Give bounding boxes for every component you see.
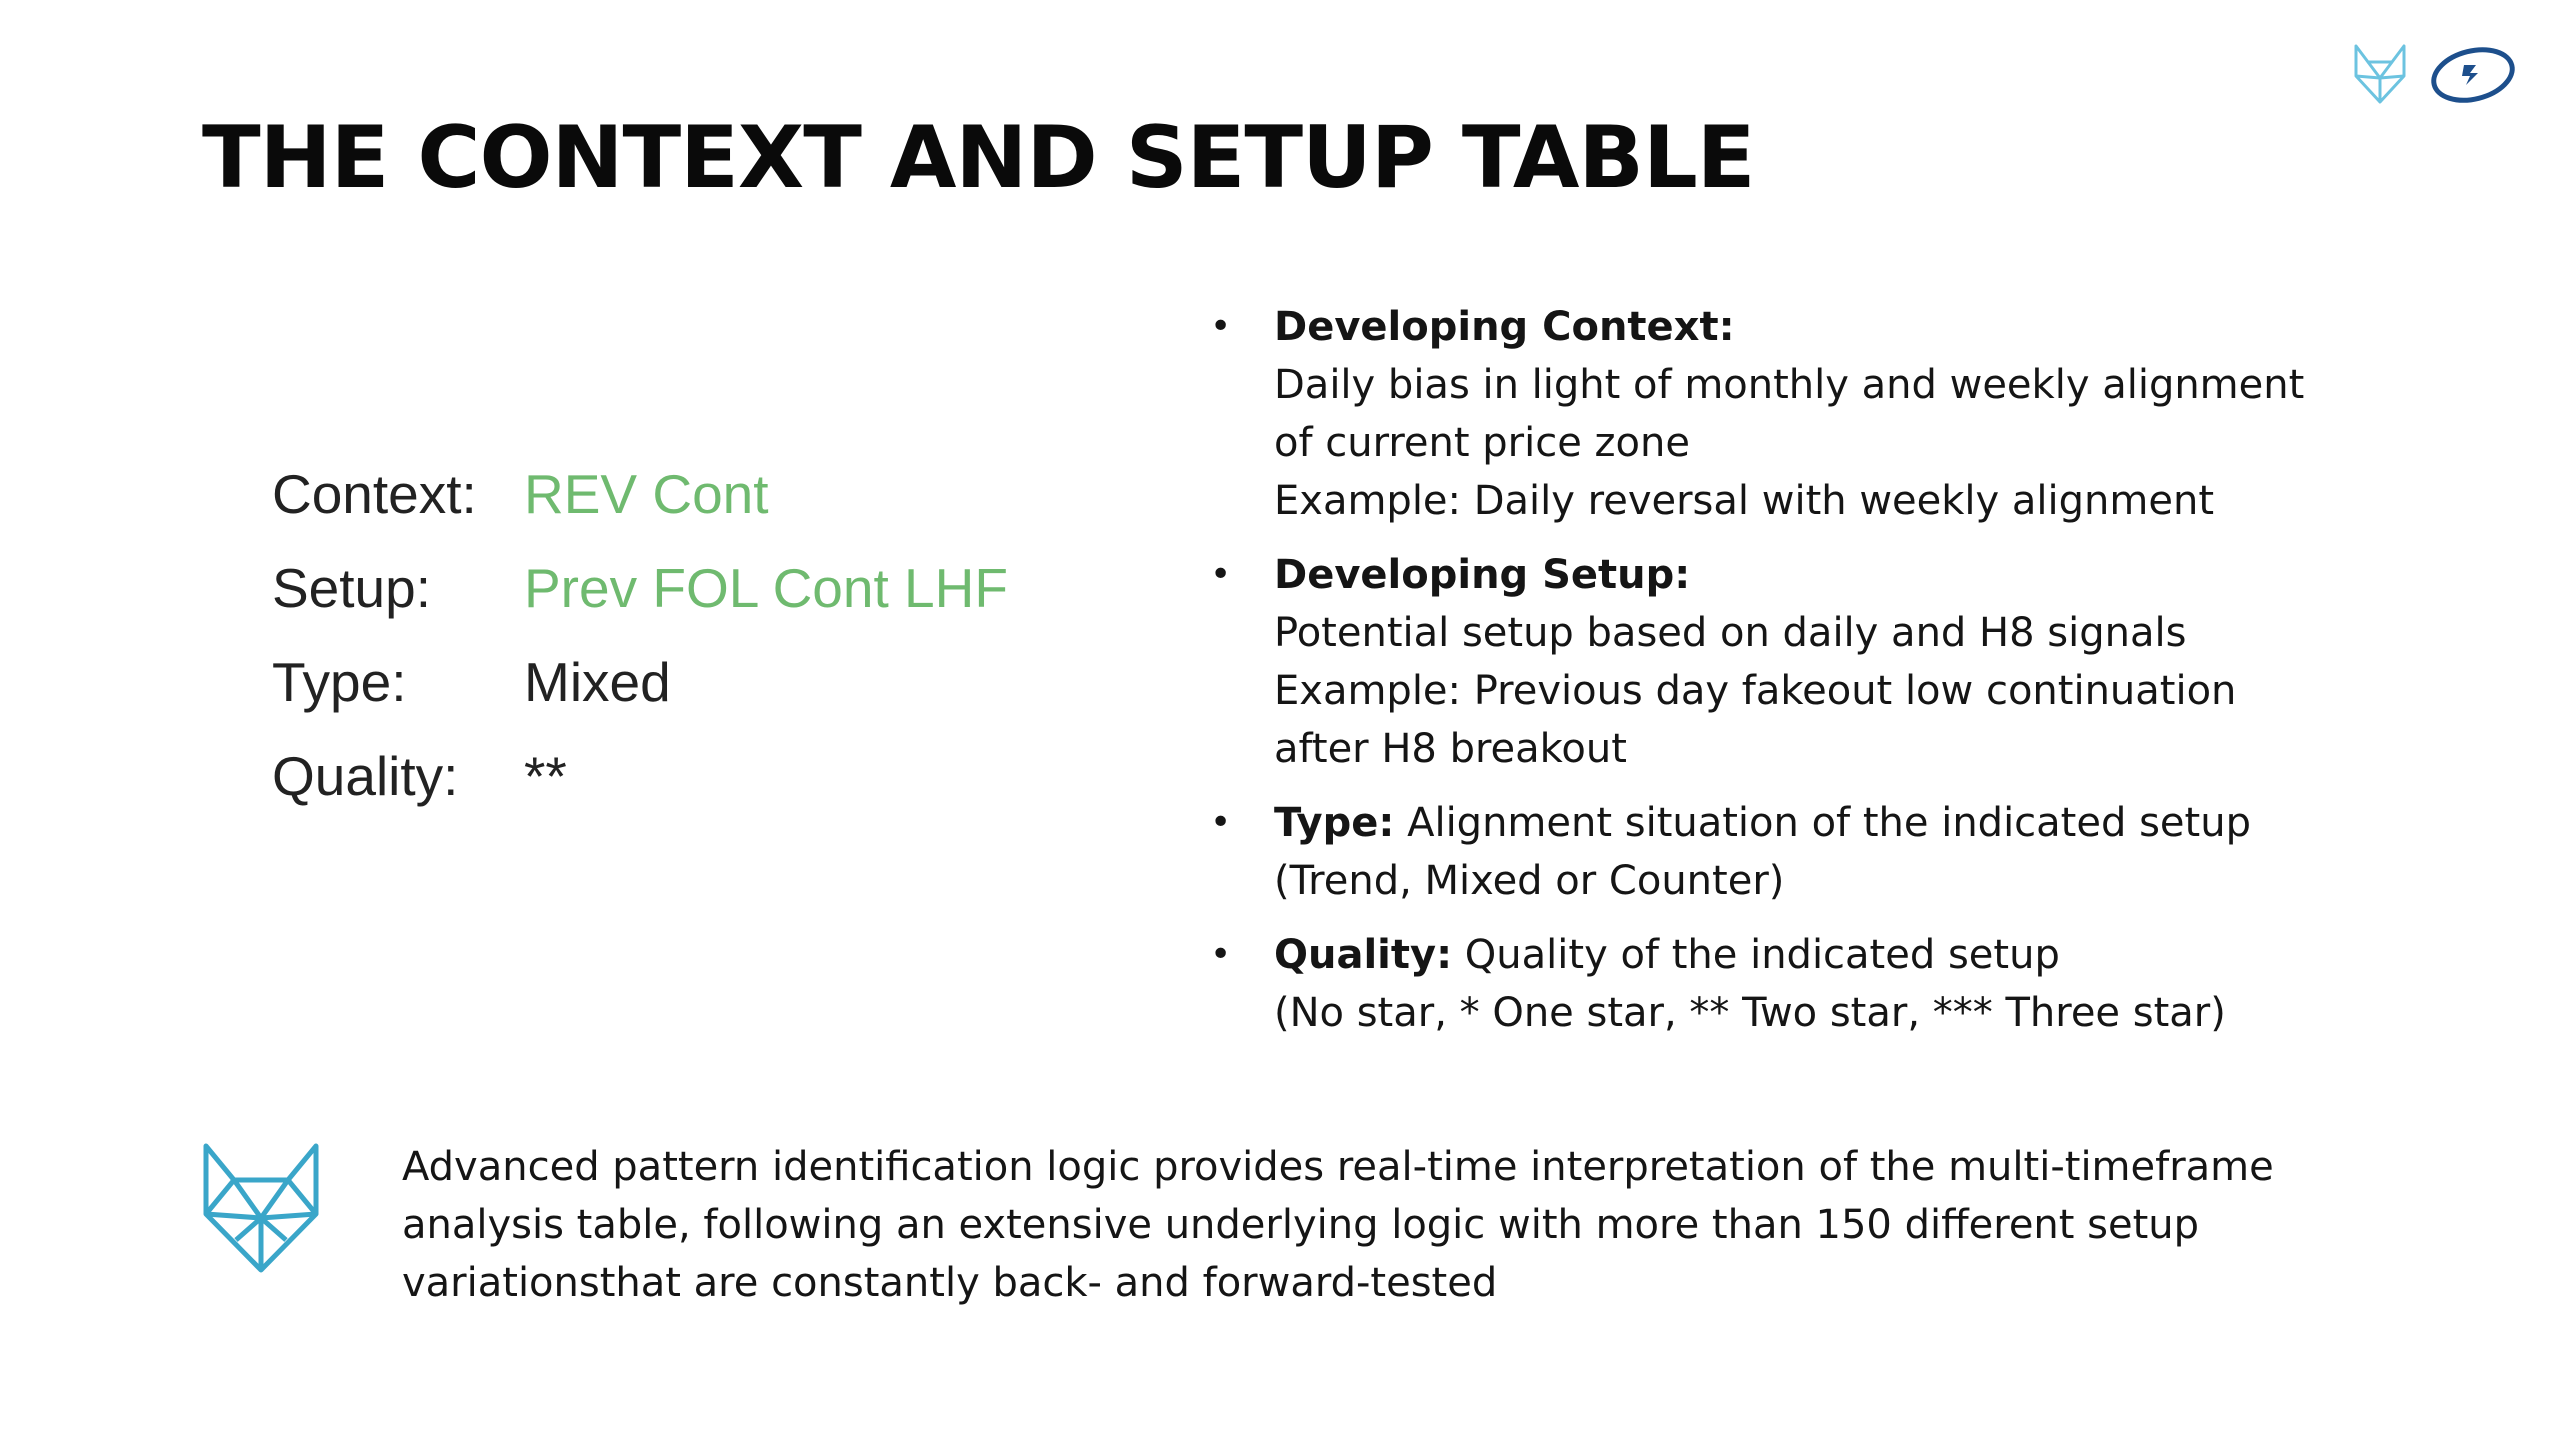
bullet-developing-setup bbox=[1210, 546, 2370, 778]
footer-description bbox=[402, 1138, 2302, 1312]
row-label: Type: bbox=[272, 651, 407, 713]
corner-logos bbox=[2350, 42, 2518, 111]
row-value: ** bbox=[524, 745, 567, 807]
bullet-dot-icon: • bbox=[1210, 802, 1232, 843]
table-row-setup bbox=[272, 556, 1008, 650]
table-row-type bbox=[272, 650, 1008, 744]
bullet-heading: Developing Setup: bbox=[1274, 552, 1691, 598]
bullet-heading-line bbox=[1274, 298, 2370, 356]
bullet-line: (Trend, Mixed or Counter) bbox=[1274, 858, 1785, 904]
bullet-quality bbox=[1210, 926, 2370, 1042]
footer-line: analysis table, following an extensive underlying logic with more than 150 different setup bbox=[402, 1202, 2200, 1248]
bullet-heading: Type: bbox=[1274, 800, 1395, 846]
bullet-heading-line bbox=[1274, 926, 2370, 984]
row-label: Context: bbox=[272, 463, 477, 525]
footer-line: Advanced pattern identification logic provides real-time interpretation of the multi-timeframe bbox=[402, 1144, 2274, 1190]
wolf-logo-icon bbox=[2350, 42, 2410, 111]
wolf-footer-icon bbox=[196, 1140, 326, 1281]
bullet-inline-text: Alignment situation of the indicated setup bbox=[1394, 800, 2251, 846]
bullet-line: after H8 breakout bbox=[1274, 726, 1627, 772]
bullet-heading-line bbox=[1274, 794, 2370, 852]
bullet-heading: Quality: bbox=[1274, 932, 1453, 978]
bullet-line: of current price zone bbox=[1274, 420, 1690, 466]
table-row-quality bbox=[272, 744, 1008, 838]
bullet-dot-icon: • bbox=[1210, 934, 1232, 975]
context-setup-table bbox=[272, 462, 1008, 838]
row-label: Quality: bbox=[272, 745, 459, 807]
bullet-dot-icon: • bbox=[1210, 554, 1232, 595]
bullet-dot-icon: • bbox=[1210, 306, 1232, 347]
bullet-inline-text: Quality of the indicated setup bbox=[1452, 932, 2060, 978]
bullet-line: Example: Daily reversal with weekly alignment bbox=[1274, 478, 2214, 524]
table-row-context bbox=[272, 462, 1008, 556]
bullet-line: Potential setup based on daily and H8 signals bbox=[1274, 610, 2187, 656]
bullet-type bbox=[1210, 794, 2370, 910]
row-value: Mixed bbox=[524, 651, 671, 713]
bullet-list bbox=[1210, 298, 2370, 1058]
row-label: Setup: bbox=[272, 557, 432, 619]
bullet-developing-context bbox=[1210, 298, 2370, 530]
bullet-line: (No star, * One star, ** Two star, *** Three star) bbox=[1274, 990, 2226, 1036]
footer-line: variationsthat are constantly back- and forward-tested bbox=[402, 1260, 1498, 1306]
bullet-line: Daily bias in light of monthly and weekly alignment bbox=[1274, 362, 2305, 408]
row-value: REV Cont bbox=[524, 463, 769, 525]
circle-logo-icon bbox=[2428, 43, 2518, 110]
bullet-heading: Developing Context: bbox=[1274, 304, 1735, 350]
slide-title: THE CONTEXT AND SETUP TABLE bbox=[202, 108, 1755, 208]
bullet-line: Example: Previous day fakeout low continuation bbox=[1274, 668, 2237, 714]
bullet-heading-line bbox=[1274, 546, 2370, 604]
row-value: Prev FOL Cont LHF bbox=[524, 557, 1008, 619]
